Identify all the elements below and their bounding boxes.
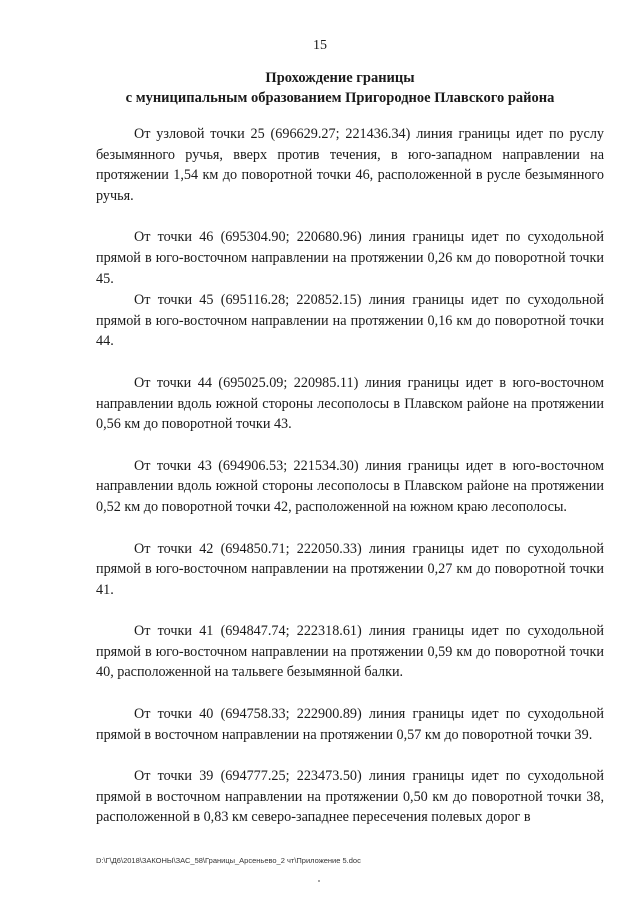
paragraph-point-40: От точки 40 (694758.33; 222900.89) линия границы идет по суходольной прямой в восточном направлении на протяжении 0,57 км до поворотной точки 39. bbox=[96, 706, 604, 743]
section-title bbox=[60, 68, 620, 108]
paragraph-point-42: От точки 42 (694850.71; 222050.33) линия границы идет по суходольной прямой в юго-восточном направлении на протяжении 0,27 км до поворотной точки 41. bbox=[96, 540, 604, 598]
paragraph-point-41: От точки 41 (694847.74; 222318.61) линия границы идет по суходольной прямой в юго-восточном направлении на протяжении 0,59 км до поворотной точки 40, расположенной на тальвеге безымянной балки. bbox=[96, 623, 604, 681]
section-title-line-2: с муниципальным образованием Пригородное Плавского района bbox=[125, 90, 555, 106]
paragraph-point-44: От точки 44 (695025.09; 220985.11) линия границы идет в юго-восточном направлении вдоль южной стороны лесополосы в Плавском районе на протяжении 0,56 км до поворотной точки 43. bbox=[96, 374, 604, 433]
paragraph-point-45: От точки 45 (695116.28; 220852.15) линия границы идет по суходольной прямой в юго-восточном направлении на протяжении 0,16 км до поворотной точки 44. bbox=[96, 292, 604, 350]
paragraph-point-43: От точки 43 (694906.53; 221534.30) линия границы идет в юго-восточном направлении вдоль южной стороны лесополосы в Плавском районе на протяжении 0,52 км до поворотной точки 42, расположенной на южном краю лесополосы. bbox=[96, 457, 604, 515]
document-body bbox=[96, 124, 604, 828]
section-title-line-1: Прохождение границы bbox=[265, 70, 415, 86]
scan-speck bbox=[318, 880, 320, 882]
paragraph-point-39: От точки 39 (694777.25; 223473.50) линия границы идет по суходольной прямой в восточном направлении на протяжении 0,50 км до поворотной точки 38, расположенной в 0,83 км северо-западнее пересечения полевых дорог в bbox=[96, 768, 604, 826]
page-number: 15 bbox=[313, 38, 327, 53]
paragraph-point-46: От точки 46 (695304.90; 220680.96) линия границы идет по суходольной прямой в юго-восточном направлении на протяжении 0,26 км до поворотной точки 45. bbox=[96, 229, 604, 287]
footer-file-path: D:\Г\Д6\2018\ЗАКОНЫ\ЗАС_58\Границы_Арсеньево_2 чт\Приложение 5.doc bbox=[96, 856, 361, 865]
paragraph-point-25: От узловой точки 25 (696629.27; 221436.34) линия границы идет по руслу безымянного ручья, вверх против течения, в юго-западном направлении на протяжении 1,54 км до поворотной точки 46, расположенной в русле безымянного ручья. bbox=[96, 126, 604, 204]
